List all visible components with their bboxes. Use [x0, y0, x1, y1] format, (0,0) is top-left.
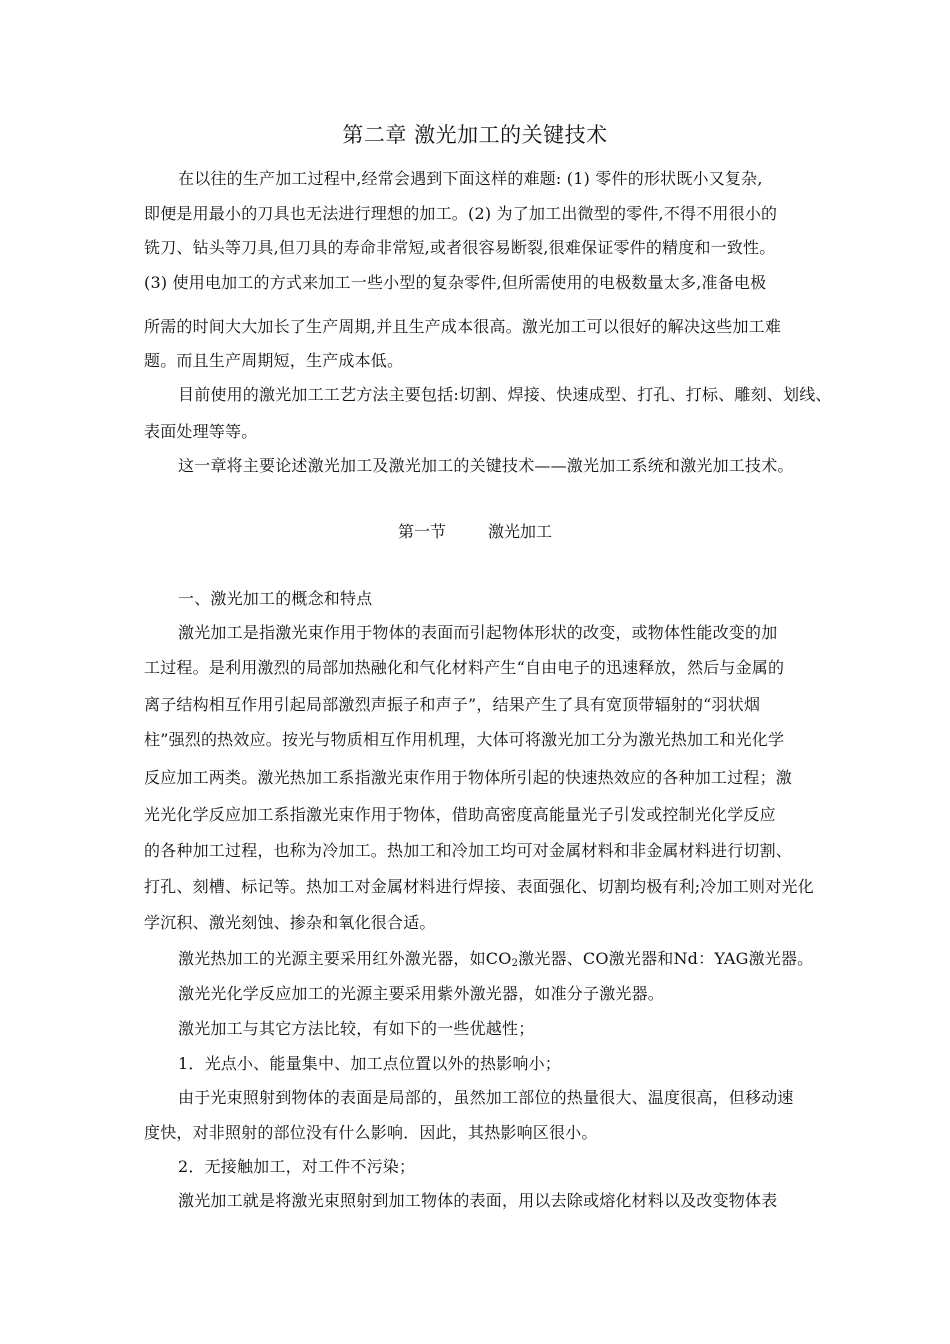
- body-line: 柱”强烈的热效应。按光与物质相互作用机理，大体可将激光加工分为激光热加工和光化学: [144, 730, 785, 749]
- body-line: 离子结构相互作用引起局部激烈声振子和声子”，结果产生了具有宽顶带辐射的“羽状烟: [144, 695, 761, 714]
- list-item: 2．无接触加工，对工件不污染；: [178, 1157, 416, 1176]
- chapter-title: 第二章 激光加工的关键技术: [342, 123, 608, 147]
- body-line: 由于光束照射到物体的表面是局部的，虽然加工部位的热量很大、温度很高，但移动速: [178, 1088, 794, 1107]
- body-line: 的各种加工过程，也称为冷加工。热加工和冷加工均可对金属材料和非金属材料进行切割、: [144, 841, 793, 860]
- body-line: 激光加工就是将激光束照射到加工物体的表面，用以去除或熔化材料以及改变物体表: [178, 1191, 778, 1210]
- co2-subscript: 2: [511, 958, 519, 969]
- intro-line: 即便是用最小的刀具也无法进行理想的加工。(2) 为了加工出微型的零件,不得不用很小的: [144, 204, 778, 223]
- body-line: 度快，对非照射的部位没有什么影响．因此，其热影响区很小。: [144, 1123, 598, 1142]
- intro-line: 表面处理等等。: [144, 422, 258, 441]
- intro-line: 目前使用的激光加工工艺方法主要包括:切割、焊接、快速成型、打孔、打标、雕刻、划线、: [178, 385, 832, 404]
- section-number: 第一节: [397, 522, 446, 541]
- body-line: 反应加工两类。激光热加工系指激光束作用于物体所引起的快速热效应的各种加工过程；激: [144, 768, 793, 787]
- body-line: 激光加工与其它方法比较，有如下的一些优越性；: [178, 1019, 535, 1038]
- subsection-heading: 一、激光加工的概念和特点: [178, 589, 373, 608]
- intro-line: 这一章将主要论述激光加工及激光加工的关键技术——激光加工系统和激光加工技术。: [178, 456, 794, 475]
- body-line: 激光光化学反应加工的光源主要采用紫外激光器，如准分子激光器。: [178, 984, 665, 1003]
- laser-source-line: [178, 948, 813, 970]
- list-item: 1．光点小、能量集中、加工点位置以外的热影响小；: [178, 1054, 561, 1073]
- body-line: 激光加工是指激光束作用于物体的表面而引起物体形状的改变，或物体性能改变的加: [178, 623, 778, 642]
- intro-line: 所需的时间大大加长了生产周期,并且生产成本很高。激光加工可以很好的解决这些加工难: [144, 317, 782, 336]
- body-line: 工过程。是利用激烈的局部加热融化和气化材料产生“自由电子的迅速释放，然后与金属的: [144, 658, 785, 677]
- intro-line: 在以往的生产加工过程中,经常会遇到下面这样的难题: (1) 零件的形状既小又复杂,: [178, 169, 763, 188]
- laser-source-text: 激光热加工的光源主要采用红外激光器，如CO: [178, 949, 512, 968]
- body-line: 光光化学反应加工系指激光束作用于物体，借助高密度高能量光子引发或控制光化学反应: [144, 805, 776, 824]
- body-line: 学沉积、激光刻蚀、掺杂和氧化很合适。: [144, 913, 436, 932]
- body-line: 打孔、刻槽、标记等。热加工对金属材料进行焊接、表面强化、切割均极有利;冷加工则对光化: [144, 877, 814, 896]
- section-heading: [0, 521, 950, 543]
- intro-line: 铣刀、钻头等刀具,但刀具的寿命非常短,或者很容易断裂,很难保证零件的精度和一致性。: [144, 238, 776, 257]
- laser-source-text-cont: 激光器、CO激光器和Nd：YAG激光器。: [518, 949, 814, 968]
- intro-line: 题。而且生产周期短，生产成本低。: [144, 351, 404, 370]
- section-name: 激光加工: [488, 522, 553, 541]
- intro-line: (3) 使用电加工的方式来加工一些小型的复杂零件,但所需使用的电极数量太多,准备电极: [144, 273, 767, 292]
